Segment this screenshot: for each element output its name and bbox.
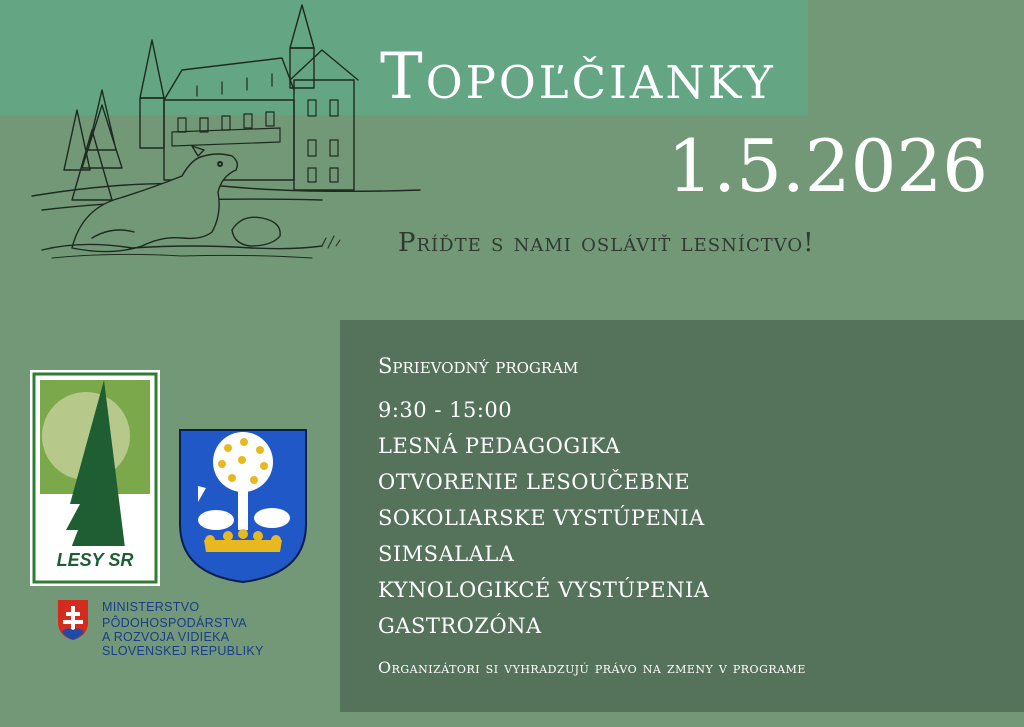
spruce-tree-icon — [30, 370, 160, 586]
program-time: 9:30 - 15:00 — [378, 398, 513, 422]
event-date: 1.5.2026 — [667, 124, 988, 208]
event-title: Topoľčianky — [380, 40, 776, 114]
topolcianky-coat-of-arms — [176, 428, 310, 584]
program-item: KYNOLOGIKCÉ VYSTÚPENIA — [378, 578, 710, 602]
program-item: LESNÁ PEDAGOGIKA — [378, 434, 621, 458]
ministry-line-4: SLOVENSKEJ REPUBLIKY — [102, 644, 264, 658]
slovak-emblem-icon — [56, 598, 90, 642]
program-list — [378, 392, 709, 644]
program-item: GASTROZÓNA — [378, 614, 542, 638]
program-item: OTVORENIE LESOUČEBNE — [378, 470, 691, 494]
lesy-sr-wordmark: LESY SR — [56, 550, 134, 570]
ministry-name — [102, 600, 264, 658]
program-item: SIMSALALA — [378, 542, 515, 566]
ministry-line-3: A ROZVOJA VIDIEKA — [102, 630, 230, 644]
ministry-line-2: PÔDOHOSPODÁRSTVA — [102, 616, 247, 630]
program-item: SOKOLIARSKE VYSTÚPENIA — [378, 506, 705, 530]
event-tagline: Príďte s nami osláviť lesníctvo! — [398, 228, 815, 258]
lesy-sr-logo — [30, 370, 160, 586]
program-note: Organizátori si vyhradzujú právo na zmeny v programe — [378, 658, 806, 677]
ministry-logo — [56, 598, 296, 678]
program-heading: Sprievodný program — [378, 354, 579, 378]
ministry-line-1: MINISTERSTVO — [102, 600, 200, 614]
castle-bear-illustration — [22, 0, 422, 270]
program-box — [340, 320, 1024, 712]
